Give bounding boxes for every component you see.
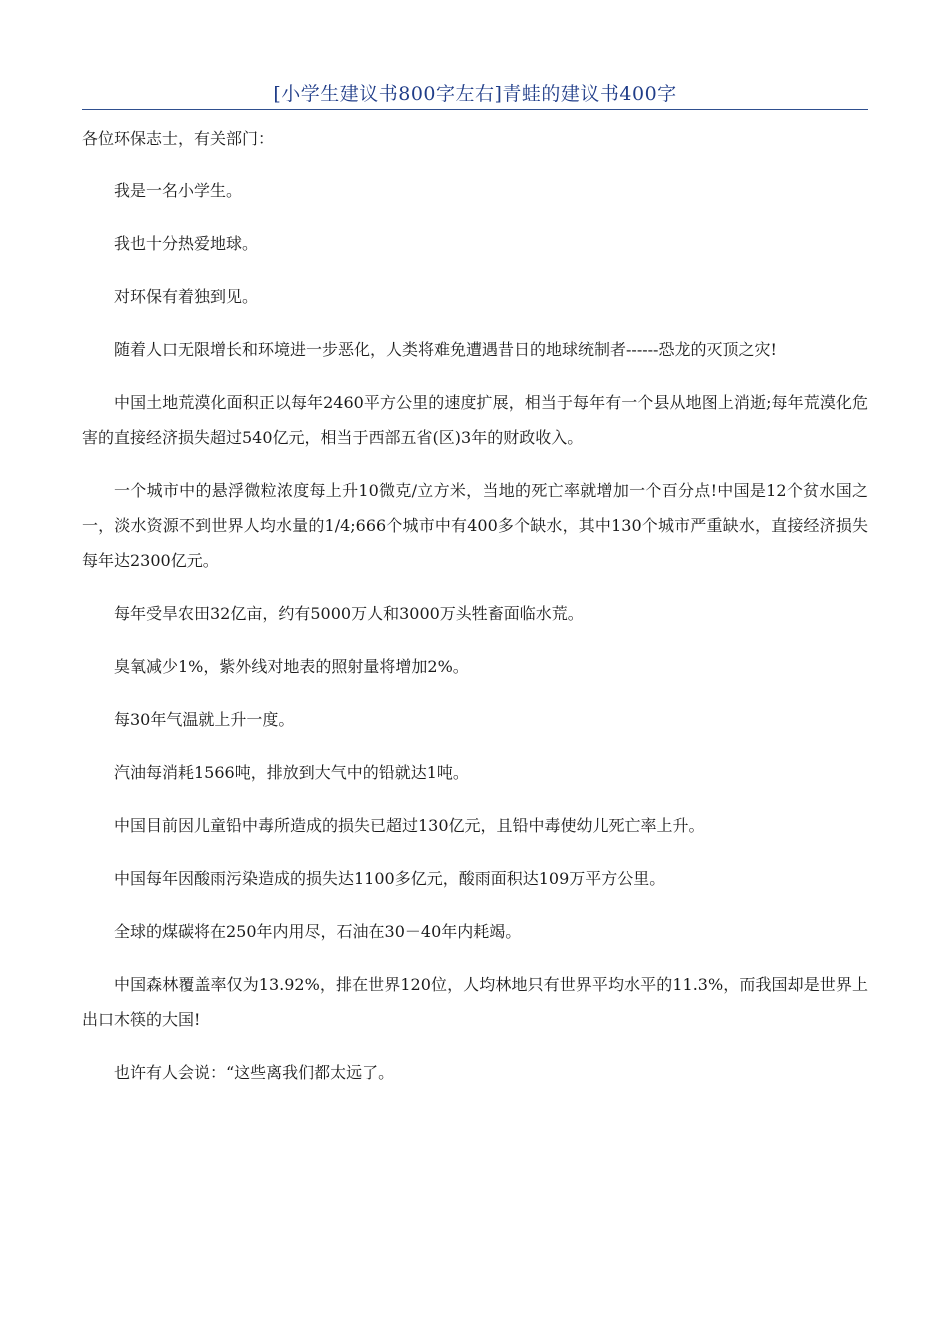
paragraph: 对环保有着独到见。 xyxy=(114,287,259,306)
paragraph: 随着人口无限增长和环境进一步恶化，人类将难免遭遇昔日的地球统制者------恐龙的灭顶之灾! xyxy=(114,340,777,359)
paragraph: 臭氧减少1%，紫外线对地表的照射量将增加2%。 xyxy=(114,657,469,676)
paragraph: 中国土地荒漠化面积正以每年2460平方公里的速度扩展，相当于每年有一个县从地图上消逝;每年荒漠化危害的直接经济损失超过540亿元，相当于西部五省(区)3年的财政收入。 xyxy=(82,393,868,447)
paragraph: 我也十分热爱地球。 xyxy=(114,234,259,253)
paragraph: 也许有人会说：“这些离我们都太远了。 xyxy=(114,1063,395,1082)
paragraph: 中国森林覆盖率仅为13.92%，排在世界120位，人均林地只有世界平均水平的11.3%，而我国却是世界上出口木筷的大国! xyxy=(82,975,868,1029)
document-body xyxy=(82,124,868,1108)
header-divider xyxy=(82,109,868,110)
paragraph: 每30年气温就上升一度。 xyxy=(114,710,295,729)
salutation: 各位环保志士，有关部门： xyxy=(82,129,275,148)
paragraph: 中国每年因酸雨污染造成的损失达1100多亿元，酸雨面积达109万平方公里。 xyxy=(114,869,666,888)
paragraph: 我是一名小学生。 xyxy=(114,181,243,200)
document-header-title: [小学生建议书800字左右]青蛙的建议书400字 xyxy=(273,83,677,105)
paragraph: 一个城市中的悬浮微粒浓度每上升10微克/立方米，当地的死亡率就增加一个百分点!中国是12个贫水国之一，淡水资源不到世界人均水量的1/4;666个城市中有400多个缺水，其中130个城市严重缺水，直接经济损失每年达2300亿元。 xyxy=(82,481,868,570)
paragraph: 中国目前因儿童铅中毒所造成的损失已超过130亿元，且铅中毒使幼儿死亡率上升。 xyxy=(114,816,705,835)
paragraph: 每年受旱农田32亿亩，约有5000万人和3000万头牲畜面临水荒。 xyxy=(114,604,584,623)
paragraph: 汽油每消耗1566吨，排放到大气中的铅就达1吨。 xyxy=(114,763,469,782)
paragraph: 全球的煤碳将在250年内用尽，石油在30－40年内耗竭。 xyxy=(114,922,522,941)
